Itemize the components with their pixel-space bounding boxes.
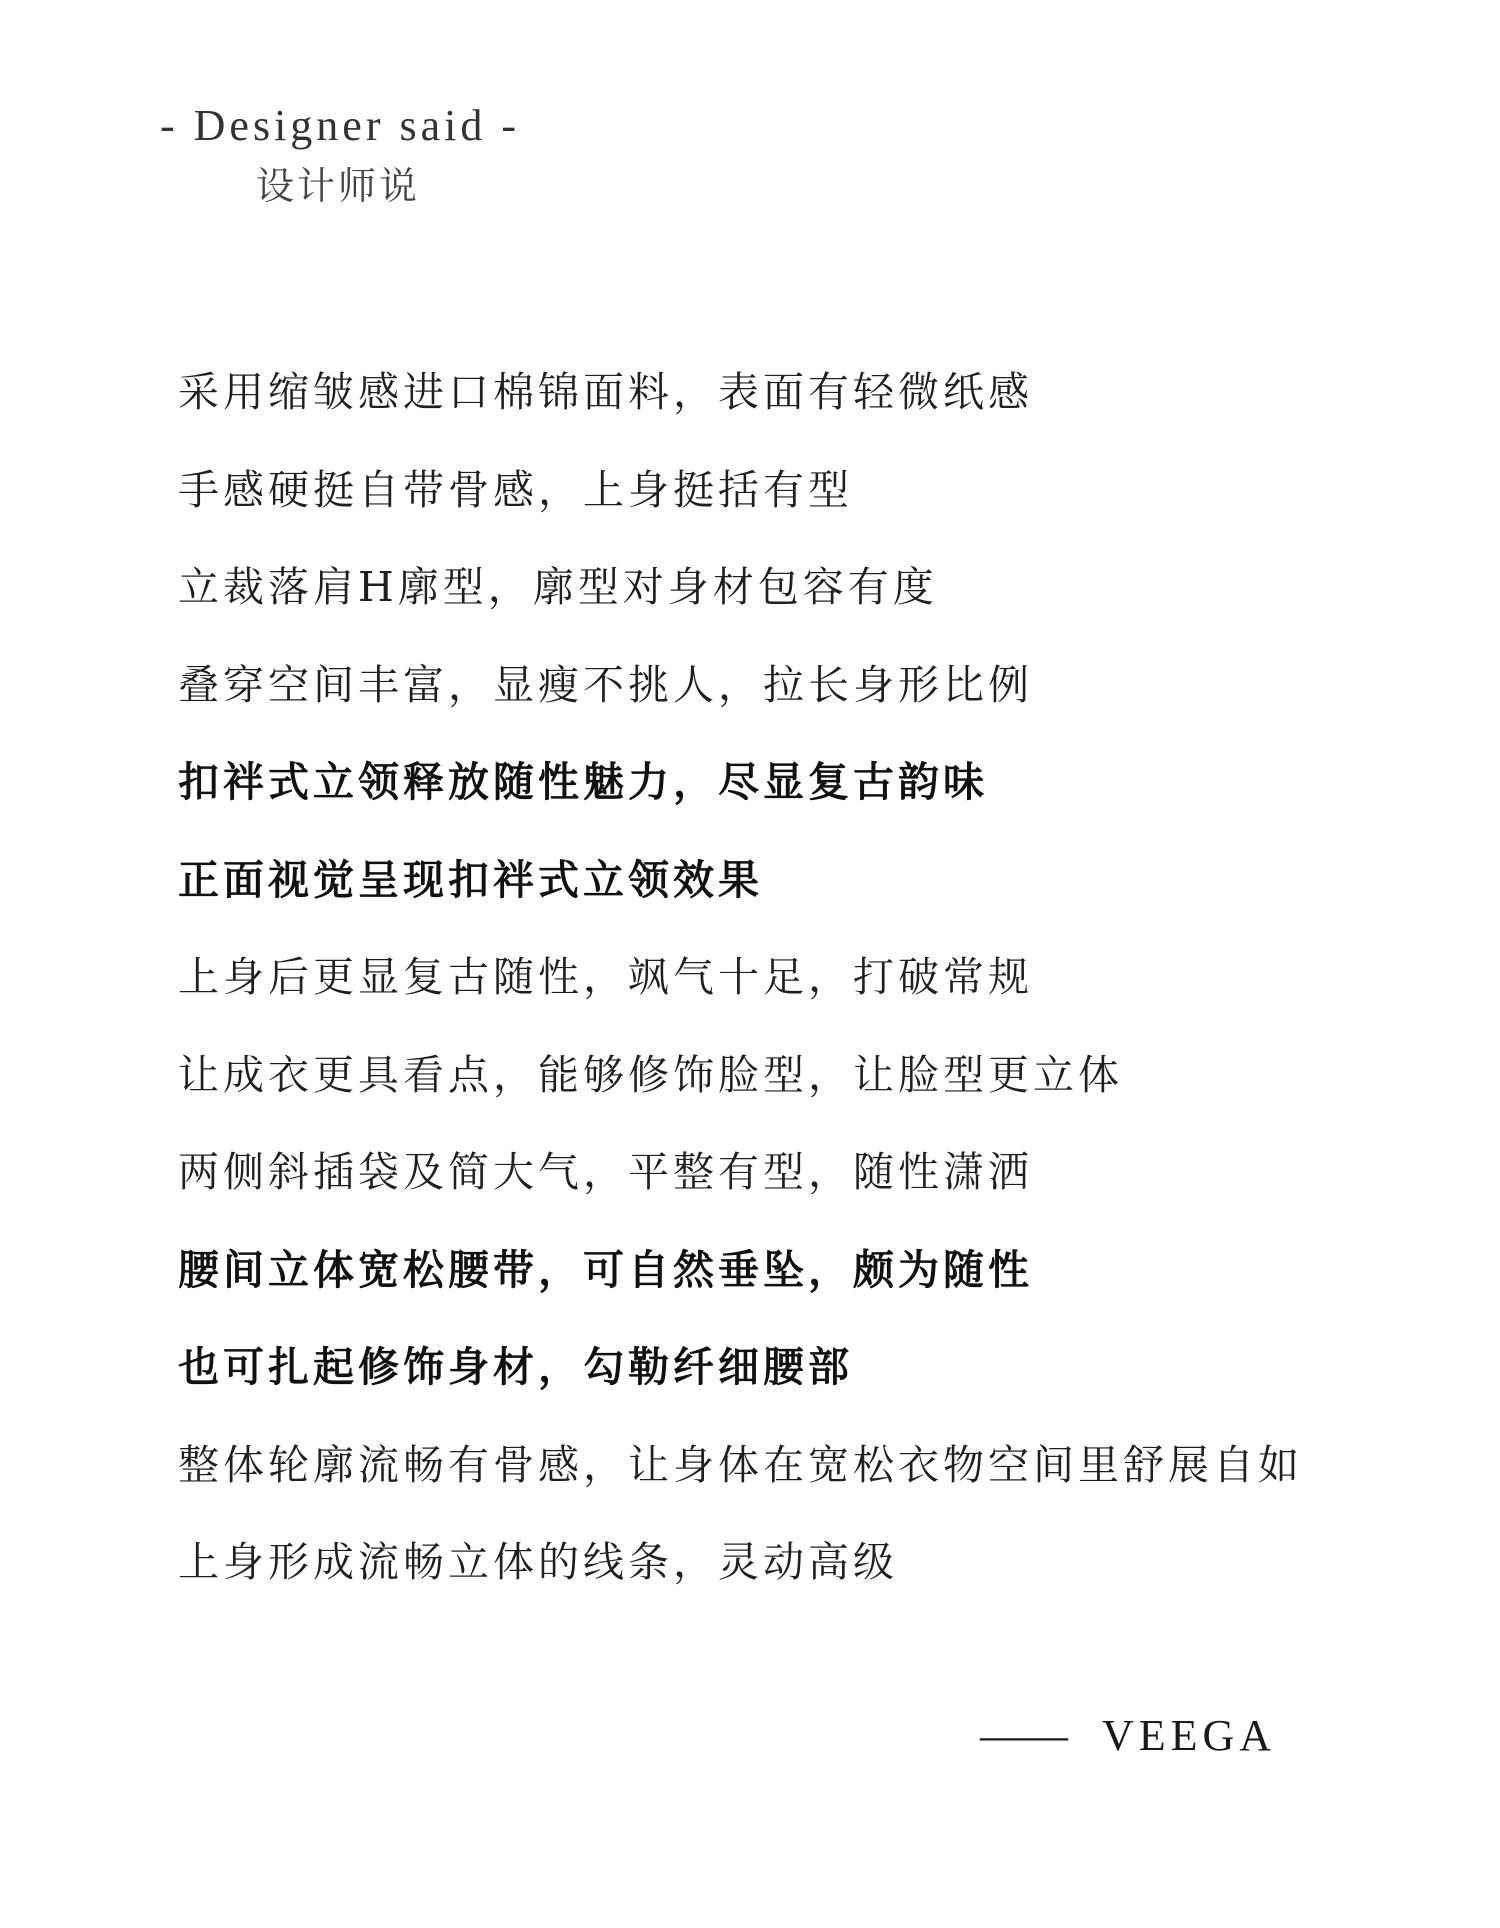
description-line: 整体轮廓流畅有骨感，让身体在宽松衣物空间里舒展自如 <box>178 1440 1303 1489</box>
header-title-en: - Designer said - <box>160 101 521 150</box>
description-line: 立裁落肩H廓型，廓型对身材包容有度 <box>178 563 938 611</box>
description-line: 手感硬挺自带骨感，上身挺括有型 <box>178 465 853 514</box>
header-title-zh: 设计师说 <box>256 164 421 208</box>
description-line: 正面视觉呈现扣袢式立领效果 <box>178 855 763 904</box>
description-line: 腰间立体宽松腰带，可自然垂坠，颇为随性 <box>178 1245 1033 1294</box>
description-text <box>178 364 1478 1632</box>
description-line: 上身形成流畅立体的线条，灵动高级 <box>178 1538 898 1586</box>
description-line: 也可扎起修饰身材，勾勒纤细腰部 <box>178 1343 853 1391</box>
description-line: 扣袢式立领释放随性魅力，尽显复古韵味 <box>178 758 988 806</box>
description-line: 叠穿空间丰富，显瘦不挑人，拉长身形比例 <box>178 660 1033 709</box>
description-line: 两侧斜插袋及简大气，平整有型，随性潇洒 <box>178 1148 1033 1196</box>
designer-said-header <box>160 100 520 210</box>
description-line: 上身后更显复古随性，飒气十足，打破常规 <box>178 953 1033 1001</box>
signature-brand: VEEGA <box>1102 1711 1277 1760</box>
signature <box>980 1708 1276 1764</box>
description-line: 采用缩皱感进口棉锦面料，表面有轻微纸感 <box>178 368 1033 416</box>
signature-dash: —— <box>980 1711 1068 1760</box>
description-line: 让成衣更具看点，能够修饰脸型，让脸型更立体 <box>178 1050 1123 1099</box>
